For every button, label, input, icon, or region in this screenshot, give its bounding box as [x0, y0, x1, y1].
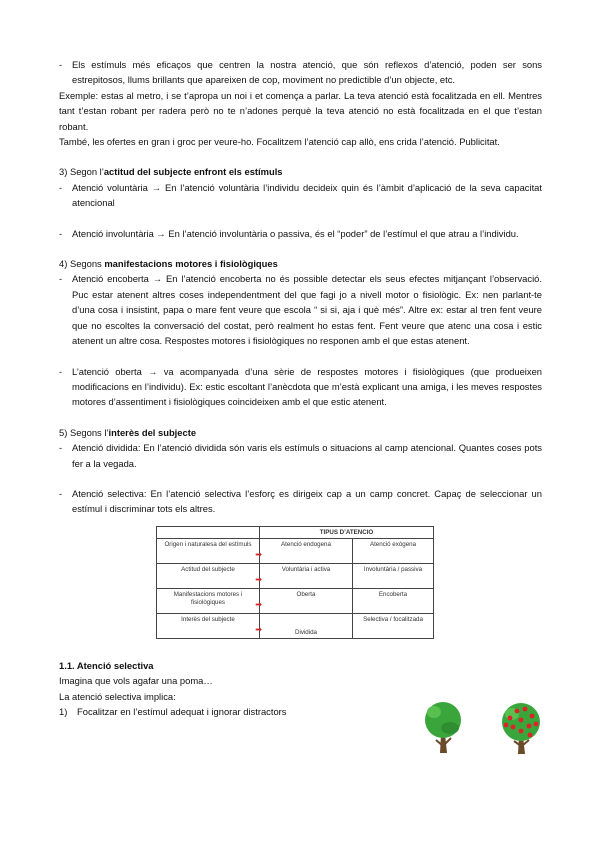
apple-tree-icon — [502, 703, 540, 754]
table-header: TIPUS D’ATENCIO — [260, 526, 434, 539]
section-5-heading: 5) Segons l’interès del subjecte — [59, 426, 197, 438]
table-row: Origen i naturalesa del estímuls ➡ Atenció endogena Atenció exògena — [157, 539, 434, 564]
section-3-heading: 3) Segon l’actitud del subjecte enfront els estímuls — [59, 166, 283, 178]
table-row: Interès del subjecte ➡ Dividida Selectiva / focalitzada — [157, 614, 434, 639]
arrow-icon: ➡ — [255, 550, 262, 560]
section-3-item-2: - Atenció involuntària → En l’atenció involuntària o passiva, és el “poder” de l’estímul el que atrau a l’individu. — [59, 227, 519, 239]
section-1-1-title: 1.1. Atenció selectiva — [59, 659, 154, 671]
section-5-item-2: - Atenció selectiva: En l’atenció selectiva l’esforç es dirigeix cap a un camp concret. Capaç de seleccionar un estímul i discriminar tots els altres. — [59, 487, 542, 515]
table-row: Manifestacions motores i fisiològiques ➡ Oberta Encoberta — [157, 589, 434, 614]
section-5-item-1: - Atenció dividida: En l’atenció dividida són varis els estímuls o situacions al camp atencional. Quantes coses pots fer a la vegada. — [59, 442, 542, 469]
arrow-icon: ➡ — [255, 575, 262, 585]
document-page — [59, 57, 542, 719]
section-4-item-1: - Atenció encoberta → En l’atenció encoberta no és possible detectar els seus efectes mitjançant l’observació. Puc estar atenent altres coses independentment del que fagi jo a nivell motor o fisiològic. Ex: nen parlant-te d’una cosa i insistint, papa o mare fent veure que escola “ si si, aja i què més”. Altre ex: estar al tren fent veure que no escoltes la conversació del costat, però realment ho estas fent. Fent veure que atenc una cosa i estic atenent un altre cosa. Respostes motores i fisiològiques no responen amb el que estas atenent. — [59, 273, 542, 347]
table-row: Actitud del subjecte ➡ Voluntària i activa Involuntària / passiva — [157, 564, 434, 589]
arrow-icon: ➡ — [255, 625, 262, 635]
numbered-item-1: 1) Focalitzar en l’estímul adequat i ignorar distractors — [59, 705, 287, 717]
section-1-1-line-2: La atenció selectiva implica: — [59, 690, 176, 702]
section-4-item-2: - L’atenció oberta → va acompanyada d’una sèrie de respostes motores i fisiològiques (que produeixen modificacions en l’individu). Ex: estic escoltant l’anècdota que m’està explicant una amiga, i les meves respostes motores d’assentiment i fisiològiques coincideixen amb el que estic atenent. — [59, 365, 542, 408]
tree-icon — [425, 702, 461, 753]
section-1-1-line-1: Imagina que vols agafar una poma… — [59, 675, 213, 687]
table-header-row — [157, 526, 434, 539]
trees-illustration — [424, 698, 558, 756]
section-3-item-1: - Atenció voluntària → En l’atenció voluntària l’individu decideix quin és l’àmbit d’aplicació de la seva capacitat atencional — [59, 181, 542, 209]
attention-types-table — [156, 526, 434, 638]
example-paragraph-2: També, les ofertes en gran i groc per veure-ho. Focalitzem l’atenció cap allò, ens crida l’atenció. Publicitat. — [59, 136, 500, 148]
intro-bullet: - Els estímuls més eficaços que centren la nostra atenció, que són reflexos d’atenció, poden ser sons estrepitosos, llums brillants que apareixen de cop, moviment no predictible d’un objecte, etc. — [59, 59, 542, 86]
arrow-icon: ➡ — [255, 600, 262, 610]
trees-svg — [424, 698, 558, 756]
example-paragraph-1: Exemple: estas al metro, i se t’apropa un noi i et comença a parlar. La teva atenció està focalitzada en ell. Mentres tant t’estan robant per radera però no te n’adones perquè la teva atenció no està focalitzada en el que t’estan robant. — [59, 89, 542, 132]
section-4-heading: 4) Segons manifestacions motores i fisiològiques — [59, 258, 278, 270]
